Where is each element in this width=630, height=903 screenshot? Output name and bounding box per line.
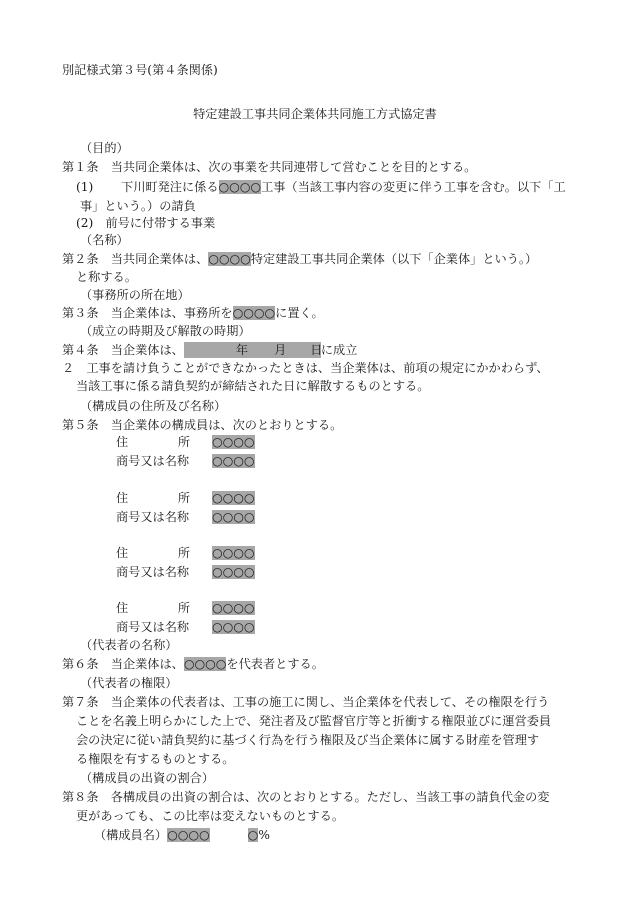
address-label: 住 所 <box>116 546 190 560</box>
contribution-row <box>94 827 270 843</box>
member-4-address-field: ○○○○ <box>212 601 255 615</box>
month-label: 月 <box>274 343 287 357</box>
article-7-text-3: 会の決定に従い請負契約に基づく行為を行う権限及び当企業体に属する財産を管理す <box>76 733 540 747</box>
member-2-address-field: ○○○○ <box>212 491 255 505</box>
article-1-text: 第１条 当共同企業体は、次の事業を共同連帯して営むことを目的とする。 <box>62 160 477 174</box>
article-6-text <box>62 656 324 672</box>
year-label: 年 <box>235 343 249 357</box>
article-4-para-2: ２ 工事を請け負うことができなかったときは、当企業体は、前項の規定にかかわらず、 <box>62 361 549 375</box>
article-4-text <box>62 342 357 358</box>
article-3-text <box>62 305 324 321</box>
form-label: 別記様式第３号(第４条関係) <box>62 63 218 77</box>
article-4-heading: （成立の時期及び解散の時期） <box>80 324 251 338</box>
member-4-name-field: ○○○○ <box>212 620 255 634</box>
article-2-text-cont: と称する。 <box>76 270 137 284</box>
article-3-heading: （事務所の所在地） <box>80 288 190 302</box>
address-label: 住 所 <box>116 491 190 505</box>
jv-name-field: ○○○○ <box>208 252 251 266</box>
member-name-label: （構成員名） <box>94 828 168 842</box>
article-8-text-2: 更があっても、この比率は変えないものとする。 <box>76 809 345 823</box>
article-4-prefix: 第４条 当企業体は、 <box>62 343 184 357</box>
article-8-text: 第８条 各構成員の出資の割合は、次のとおりとする。ただし、当該工事の請負代金の変 <box>62 790 550 804</box>
article-1-item-1 <box>76 179 566 195</box>
member-1-address-field: ○○○○ <box>212 435 255 449</box>
item-1-number: (1) <box>76 180 94 194</box>
article-7-text-4: る権限を有するものとする。 <box>76 752 235 766</box>
name-label: 商号又は名称 <box>116 620 190 634</box>
office-location-field: ○○○○ <box>232 306 276 320</box>
item-1-prefix: 下川町発注に係る <box>121 180 219 194</box>
article-5-text: 第５条 当企業体の構成員は、次のとおりとする。 <box>62 418 343 432</box>
article-2-prefix: 第２条 当共同企業体は、 <box>62 252 209 266</box>
item-1-suffix: 工事（当該工事内容の変更に伴う工事を含む。以下「工 <box>261 180 566 194</box>
address-label: 住 所 <box>116 601 190 615</box>
address-label: 住 所 <box>116 435 190 449</box>
name-label: 商号又は名称 <box>116 510 190 524</box>
name-label: 商号又は名称 <box>116 454 190 468</box>
member-2-name-field: ○○○○ <box>212 510 255 524</box>
day-label: 日 <box>310 343 323 357</box>
article-7-heading: （代表者の権限） <box>80 676 178 690</box>
article-4-para-2-cont: 当該工事に係る請負契約が締結された日に解散するものとする。 <box>76 379 430 393</box>
article-5-heading: （構成員の住所及び名称） <box>80 399 227 413</box>
article-3-suffix: に置く。 <box>275 306 324 320</box>
contribution-ratio-field: ○ <box>247 828 259 842</box>
article-4-suffix: に成立 <box>320 343 358 357</box>
establishment-date-field <box>184 342 321 358</box>
contribution-member-field: ○○○○ <box>167 828 210 842</box>
article-1-item-1-cont: 事」という。）の請負 <box>80 199 196 213</box>
article-6-prefix: 第６条 当企業体は、 <box>62 657 184 671</box>
article-2-text <box>62 251 537 267</box>
percent-sign: % <box>258 828 270 842</box>
member-3-name-field: ○○○○ <box>212 565 255 579</box>
article-7-text: 第７条 当企業体の代表者は、工事の施工に関し、当企業体を代表して、その権限を行う <box>62 695 550 709</box>
document-title: 特定建設工事共同企業体共同施工方式協定書 <box>193 107 437 121</box>
article-1-item-2: (2) 前号に付帯する事業 <box>76 216 216 230</box>
article-6-heading: （代表者の名称） <box>80 638 178 652</box>
member-3-address-field: ○○○○ <box>212 546 255 560</box>
article-1-heading: （目的） <box>80 141 129 155</box>
project-name-field: ○○○○ <box>218 180 262 194</box>
article-2-heading: （名称） <box>80 233 129 247</box>
article-3-prefix: 第３条 当企業体は、事務所を <box>62 306 233 320</box>
article-2-suffix: 特定建設工事共同企業体（以下「企業体」という。） <box>250 252 538 266</box>
article-6-suffix: を代表者とする。 <box>226 657 324 671</box>
member-1-name-field: ○○○○ <box>212 454 255 468</box>
article-8-heading: （構成員の出資の割合） <box>80 771 215 785</box>
name-label: 商号又は名称 <box>116 565 190 579</box>
article-7-text-2: ことを名義上明らかにした上で、発注者及び監督官庁等と折衝する権限並びに運営委員 <box>76 714 552 728</box>
representative-field: ○○○○ <box>183 657 227 671</box>
